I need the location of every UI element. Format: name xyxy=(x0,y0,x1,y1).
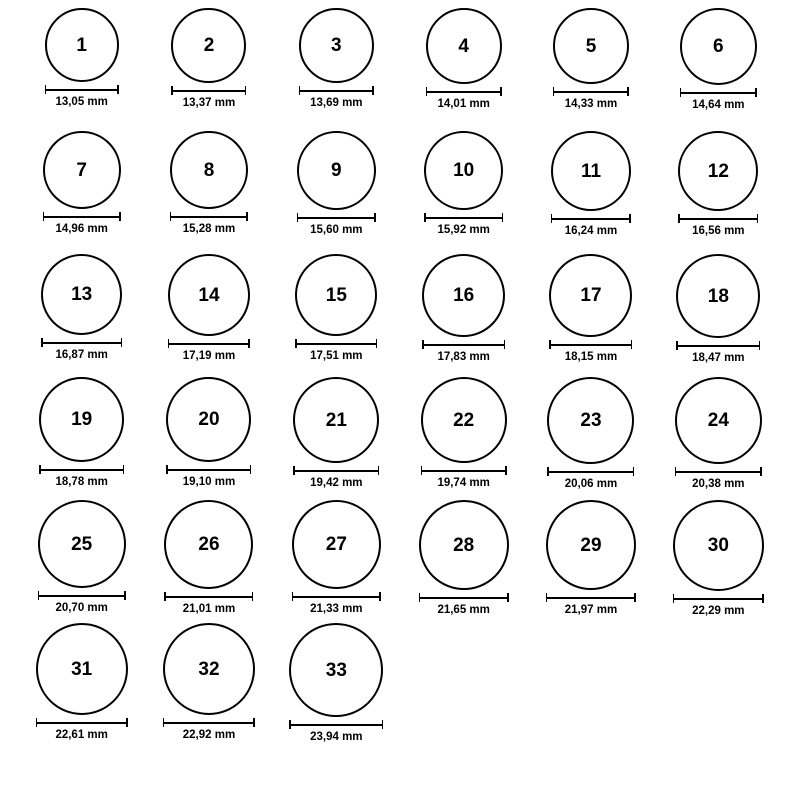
ring-diameter-label: 14,01 mm xyxy=(437,98,490,110)
caliper-icon xyxy=(678,214,758,223)
caliper-bar xyxy=(549,344,632,346)
caliper-bar xyxy=(36,722,128,724)
caliper-bar xyxy=(551,218,631,220)
ring-measure xyxy=(673,594,764,618)
ring-circle xyxy=(676,254,760,338)
caliper-bar xyxy=(163,722,255,724)
ring-size-number: 10 xyxy=(453,160,475,181)
ring-size-number: 13 xyxy=(71,284,93,305)
caliper-icon xyxy=(163,718,255,727)
ring-diameter-label: 22,92 mm xyxy=(182,729,236,741)
ring-size-cell xyxy=(527,131,654,254)
caliper-icon xyxy=(673,594,764,603)
caliper-bar xyxy=(164,596,253,598)
ring-diameter-label: 22,61 mm xyxy=(55,729,108,741)
ring-diameter-label: 17,51 mm xyxy=(310,350,363,362)
caliper-icon xyxy=(297,213,376,222)
ring-size-number: 14 xyxy=(198,284,220,306)
ring-measure xyxy=(424,213,503,237)
ring-measure xyxy=(675,467,762,491)
ring-size-cell xyxy=(273,623,400,746)
ring-size-number: 7 xyxy=(76,159,87,181)
ring-circle xyxy=(36,623,128,715)
caliper-bar xyxy=(39,469,124,471)
caliper-icon xyxy=(36,718,128,727)
ring-circle xyxy=(549,254,632,337)
ring-size-number: 31 xyxy=(71,658,93,680)
ring-diameter-label: 17,19 mm xyxy=(182,350,236,362)
ring-circle xyxy=(170,131,248,209)
ring-circle xyxy=(553,8,629,84)
ring-size-number: 11 xyxy=(580,160,602,182)
caliper-icon xyxy=(299,86,374,95)
ring-size-number: 20 xyxy=(198,409,220,430)
ring-diameter-label: 15,28 mm xyxy=(182,223,236,235)
ring-circle xyxy=(166,377,251,462)
ring-diameter-label: 20,38 mm xyxy=(692,478,745,490)
ring-size-number: 4 xyxy=(458,35,469,57)
ring-measure xyxy=(422,340,505,364)
ring-diameter-label: 18,78 mm xyxy=(55,476,108,488)
ring-size-number: 29 xyxy=(580,534,602,556)
ring-circle xyxy=(38,500,126,588)
caliper-bar xyxy=(292,596,381,598)
caliper-icon xyxy=(422,340,505,349)
caliper-icon xyxy=(419,593,509,602)
ring-measure xyxy=(36,718,128,742)
caliper-bar xyxy=(553,91,629,93)
caliper-icon xyxy=(289,720,383,729)
ring-diameter-label: 13,69 mm xyxy=(310,97,363,109)
ring-size-cell xyxy=(400,254,527,377)
ring-measure xyxy=(547,467,634,491)
ring-size-cell xyxy=(18,8,145,131)
ring-size-number: 32 xyxy=(198,658,220,680)
ring-circle xyxy=(295,254,377,336)
caliper-bar xyxy=(38,595,126,597)
ring-diameter-label: 16,56 mm xyxy=(692,225,745,237)
ring-measure xyxy=(43,212,121,236)
ring-measure xyxy=(551,214,631,238)
caliper-icon xyxy=(676,341,760,350)
ring-circle xyxy=(299,8,374,83)
caliper-bar xyxy=(424,217,503,219)
caliper-icon xyxy=(39,465,124,474)
ring-measure xyxy=(38,591,126,615)
ring-diameter-label: 18,47 mm xyxy=(692,352,745,364)
ring-size-cell xyxy=(655,377,782,500)
ring-diameter-label: 13,37 mm xyxy=(182,97,236,109)
ring-circle xyxy=(551,131,631,211)
ring-measure xyxy=(293,466,379,490)
ring-measure xyxy=(553,87,629,111)
ring-circle xyxy=(297,131,376,210)
ring-measure xyxy=(680,88,757,112)
caliper-bar xyxy=(421,470,507,472)
ring-diameter-label: 14,96 mm xyxy=(55,223,108,235)
ring-size-number: 27 xyxy=(325,534,347,555)
ring-circle xyxy=(426,8,502,84)
ring-diameter-label: 19,42 mm xyxy=(310,477,363,489)
ring-size-cell xyxy=(145,500,272,623)
ring-size-cell xyxy=(273,131,400,254)
ring-size-number: 16 xyxy=(453,285,475,306)
caliper-bar xyxy=(43,216,121,218)
ring-size-number: 24 xyxy=(707,410,729,431)
ring-size-number: 33 xyxy=(325,659,347,681)
ring-size-number: 2 xyxy=(203,35,215,56)
ring-measure xyxy=(297,213,376,237)
ring-measure xyxy=(170,212,248,236)
caliper-bar xyxy=(546,597,636,599)
ring-measure xyxy=(419,593,509,617)
ring-diameter-label: 19,74 mm xyxy=(437,477,490,489)
ring-size-number: 9 xyxy=(331,160,342,181)
ring-circle xyxy=(547,377,634,464)
ring-circle xyxy=(678,131,758,211)
ring-size-cell xyxy=(145,131,272,254)
caliper-bar xyxy=(293,470,379,472)
ring-measure xyxy=(546,593,636,617)
ring-circle xyxy=(39,377,124,462)
ring-size-number: 3 xyxy=(331,35,342,56)
ring-diameter-label: 21,33 mm xyxy=(310,603,363,615)
ring-size-cell xyxy=(655,131,782,254)
caliper-bar xyxy=(422,344,505,346)
ring-circle xyxy=(292,500,381,589)
ring-size-cell xyxy=(400,500,527,623)
ring-size-cell xyxy=(655,8,782,131)
ring-diameter-label: 23,94 mm xyxy=(310,731,363,743)
ring-diameter-label: 15,60 mm xyxy=(310,224,363,236)
ring-size-cell xyxy=(145,623,272,746)
ring-measure xyxy=(292,592,381,616)
ring-measure xyxy=(166,465,251,489)
ring-size-cell xyxy=(18,623,145,746)
ring-size-number: 28 xyxy=(453,534,475,556)
ring-measure xyxy=(295,339,377,363)
ring-size-cell xyxy=(273,254,400,377)
ring-size-cell xyxy=(527,254,654,377)
ring-size-number: 1 xyxy=(76,34,87,56)
ring-size-cell xyxy=(145,8,272,131)
ring-size-number: 8 xyxy=(203,159,215,181)
ring-measure xyxy=(168,339,250,363)
ring-size-cell xyxy=(18,377,145,500)
ring-measure xyxy=(171,86,246,110)
caliper-bar xyxy=(676,345,760,347)
ring-size-number: 17 xyxy=(580,285,602,306)
ring-measure xyxy=(39,465,124,489)
ring-size-cell xyxy=(18,254,145,377)
ring-diameter-label: 14,64 mm xyxy=(692,99,745,111)
caliper-icon xyxy=(164,592,253,601)
caliper-icon xyxy=(166,465,251,474)
caliper-bar xyxy=(45,89,119,91)
ring-circle xyxy=(424,131,503,210)
ring-circle xyxy=(675,377,762,464)
ring-diameter-label: 13,05 mm xyxy=(55,96,108,108)
ring-diameter-label: 15,92 mm xyxy=(437,224,490,236)
caliper-bar xyxy=(673,598,764,600)
ring-diameter-label: 16,87 mm xyxy=(55,349,108,361)
ring-diameter-label: 21,97 mm xyxy=(564,604,618,616)
ring-size-cell xyxy=(655,500,782,623)
ring-size-cell xyxy=(145,254,272,377)
ring-diameter-label: 17,83 mm xyxy=(437,351,490,363)
ring-measure xyxy=(45,85,119,109)
ring-size-cell xyxy=(273,500,400,623)
ring-diameter-label: 19,10 mm xyxy=(182,476,236,488)
caliper-icon xyxy=(41,338,122,347)
ring-circle xyxy=(164,500,253,589)
ring-diameter-label: 18,15 mm xyxy=(564,351,618,363)
ring-circle xyxy=(171,8,246,83)
ring-measure xyxy=(299,86,374,110)
caliper-bar xyxy=(680,92,757,94)
caliper-icon xyxy=(170,212,248,221)
ring-circle xyxy=(673,500,764,591)
ring-size-number: 19 xyxy=(71,409,93,430)
caliper-bar xyxy=(678,218,758,220)
caliper-bar xyxy=(170,216,248,218)
ring-size-number: 25 xyxy=(71,533,93,555)
caliper-icon xyxy=(295,339,377,348)
caliper-icon xyxy=(546,593,636,602)
ring-measure xyxy=(163,718,255,742)
ring-circle xyxy=(43,131,121,209)
caliper-bar xyxy=(168,343,250,345)
ring-diameter-label: 20,06 mm xyxy=(564,478,618,490)
caliper-icon xyxy=(553,87,629,96)
ring-circle xyxy=(45,8,119,82)
ring-size-number: 5 xyxy=(585,35,597,57)
ring-diameter-label: 16,24 mm xyxy=(564,225,618,237)
ring-circle xyxy=(293,377,379,463)
caliper-icon xyxy=(421,466,507,475)
ring-circle xyxy=(419,500,509,590)
ring-size-number: 23 xyxy=(580,410,602,431)
caliper-bar xyxy=(426,91,502,93)
caliper-bar xyxy=(171,90,246,92)
ring-size-number: 6 xyxy=(713,36,724,57)
caliper-icon xyxy=(551,214,631,223)
ring-circle xyxy=(289,623,383,717)
ring-diameter-label: 20,70 mm xyxy=(55,602,108,614)
caliper-icon xyxy=(171,86,246,95)
caliper-bar xyxy=(299,90,374,92)
ring-circle xyxy=(680,8,757,85)
ring-size-number: 18 xyxy=(707,285,729,307)
ring-size-number: 15 xyxy=(325,284,347,306)
ring-size-number: 12 xyxy=(707,160,729,182)
caliper-bar xyxy=(297,217,376,219)
ring-measure xyxy=(164,592,253,616)
ring-circle xyxy=(168,254,250,336)
caliper-icon xyxy=(549,340,632,349)
caliper-icon xyxy=(675,467,762,476)
ring-size-cell xyxy=(273,377,400,500)
ring-size-number: 21 xyxy=(325,409,347,431)
ring-measure xyxy=(426,87,502,111)
caliper-icon xyxy=(426,87,502,96)
ring-size-cell xyxy=(527,500,654,623)
ring-circle xyxy=(421,377,507,463)
caliper-bar xyxy=(419,597,509,599)
ring-size-number: 22 xyxy=(453,409,475,431)
ring-diameter-label: 21,65 mm xyxy=(437,604,490,616)
caliper-icon xyxy=(38,591,126,600)
ring-measure xyxy=(676,341,760,365)
ring-size-cell xyxy=(145,377,272,500)
ring-circle xyxy=(163,623,255,715)
caliper-icon xyxy=(292,592,381,601)
caliper-bar xyxy=(675,471,762,473)
ring-diameter-label: 14,33 mm xyxy=(564,98,618,110)
caliper-icon xyxy=(293,466,379,475)
ring-measure xyxy=(41,338,122,362)
caliper-bar xyxy=(289,724,383,726)
ring-size-cell xyxy=(400,8,527,131)
caliper-icon xyxy=(680,88,757,97)
ring-size-number: 30 xyxy=(707,535,729,556)
ring-diameter-label: 22,29 mm xyxy=(692,605,745,617)
caliper-icon xyxy=(45,85,119,94)
ring-circle xyxy=(41,254,122,335)
ring-measure xyxy=(421,466,507,490)
ring-circle xyxy=(422,254,505,337)
ring-size-cell xyxy=(18,500,145,623)
ring-size-cell xyxy=(18,131,145,254)
ring-measure xyxy=(678,214,758,238)
ring-measure xyxy=(549,340,632,364)
ring-diameter-label: 21,01 mm xyxy=(182,603,236,615)
caliper-bar xyxy=(166,469,251,471)
ring-size-cell xyxy=(400,377,527,500)
caliper-icon xyxy=(43,212,121,221)
caliper-bar xyxy=(547,471,634,473)
caliper-bar xyxy=(295,343,377,345)
ring-size-cell xyxy=(400,131,527,254)
caliper-bar xyxy=(41,342,122,344)
ring-size-number: 26 xyxy=(198,534,220,555)
ring-measure xyxy=(289,720,383,744)
ring-size-cell xyxy=(273,8,400,131)
caliper-icon xyxy=(424,213,503,222)
ring-size-cell xyxy=(527,8,654,131)
ring-size-cell xyxy=(527,377,654,500)
ring-size-cell xyxy=(655,254,782,377)
caliper-icon xyxy=(168,339,250,348)
ring-circle xyxy=(546,500,636,590)
caliper-icon xyxy=(547,467,634,476)
